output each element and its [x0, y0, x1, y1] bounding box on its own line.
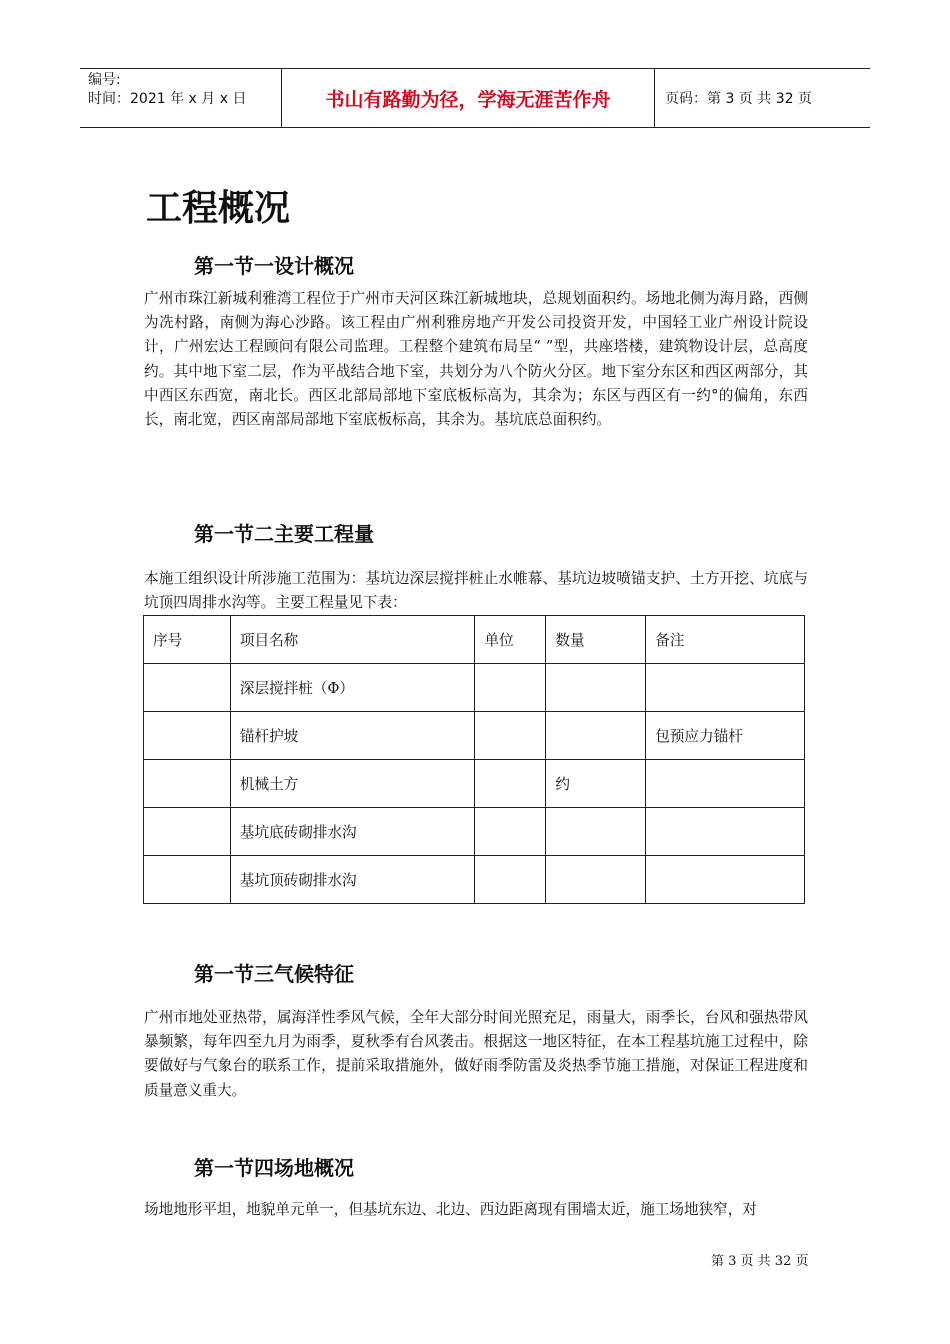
section-paragraph-site: 场地地形平坦，地貌单元单一，但基坑东边、北边、西边距离现有围墙太近，施工场地狭窄，对 [144, 1201, 757, 1218]
table-cell [546, 664, 646, 712]
table-cell: 基坑底砖砌排水沟 [230, 808, 475, 856]
table-cell [144, 856, 231, 904]
table-cell [646, 664, 805, 712]
number-label: 编号: [88, 72, 121, 88]
section-paragraph-design: 广州市珠江新城利雅湾工程位于广州市天河区珠江新城地块，总规划面积约。场地北侧为海月路，西侧为冼村路，南侧为海心沙路。该工程由广州利雅房地产开发公司投资开发，中国轻工业广州设计院设计，广州宏达工程顾问有限公司监理。工程整个建筑布局呈“ ”型，共座塔楼，建筑物设计层，总高度约。其中地下室二层，作为平战结合地下室，共划分为八个防火分区。地下室分东区和西区两部分，其中西区东西宽，南北长。西区北部局部地下室底板标高为，其余为；东区与西区有一约°的偏角，东西长，南北宽，西区南部局部地下室底板标高，其余为。基坑底总面积约。 [144, 290, 808, 429]
table-cell: 包预应力锚杆 [646, 712, 805, 760]
table-cell: 锚杆护坡 [230, 712, 475, 760]
table-row [144, 856, 805, 904]
table-row [144, 712, 805, 760]
table-cell [475, 760, 546, 808]
table-cell [646, 856, 805, 904]
section-paragraph-quantities: 本施工组织设计所涉施工范围为：基坑边深层搅拌桩止水帷幕、基坑边坡喷锚支护、土方开挖、坑底与坑顶四周排水沟等。主要工程量见下表： [144, 570, 808, 612]
table-cell [646, 760, 805, 808]
document-title: 工程概况 [146, 188, 291, 229]
table-header-cell: 序号 [144, 616, 231, 664]
table-cell [546, 808, 646, 856]
table-row [144, 760, 805, 808]
page-header [80, 68, 870, 128]
table-cell [144, 712, 231, 760]
header-meta [80, 69, 281, 127]
table-header-row [144, 616, 805, 664]
table-cell: 深层搅拌桩（Φ） [230, 664, 475, 712]
table-cell [646, 808, 805, 856]
table-cell [475, 712, 546, 760]
page-footer: 第 3 页 共 32 页 [711, 1254, 809, 1269]
table-header-cell: 数量 [546, 616, 646, 664]
table-cell [144, 664, 231, 712]
table-row [144, 808, 805, 856]
quantities-table [143, 615, 805, 904]
section-paragraph-climate: 广州市地处亚热带，属海洋性季风气候，全年大部分时间光照充足，雨量大，雨季长，台风和强热带风暴频繁，每年四至九月为雨季，夏秋季有台风袭击。根据这一地区特征，在本工程基坑施工过程中，除要做好与气象台的联系工作，提前采取措施外，做好雨季防雷及炎热季节施工措施，对保证工程进度和质量意义重大。 [144, 1009, 808, 1099]
table-cell [475, 856, 546, 904]
table-cell [546, 712, 646, 760]
table-cell [144, 808, 231, 856]
table-header-cell: 项目名称 [230, 616, 475, 664]
table-cell: 机械土方 [230, 760, 475, 808]
section-heading-site: 第一节四场地概况 [194, 1156, 354, 1180]
time-label: 时间：2021 年 x 月 x 日 [88, 91, 247, 107]
table-cell [144, 760, 231, 808]
header-motto: 书山有路勤为径，学海无涯苦作舟 [281, 69, 655, 127]
table-header-cell: 备注 [646, 616, 805, 664]
table-cell [546, 856, 646, 904]
table-header-cell: 单位 [475, 616, 546, 664]
section-heading-climate: 第一节三气候特征 [194, 962, 354, 986]
section-heading-quantities: 第一节二主要工程量 [194, 522, 374, 546]
section-heading-design: 第一节一设计概况 [194, 254, 354, 278]
table-cell [475, 808, 546, 856]
table-cell [475, 664, 546, 712]
table-cell: 基坑顶砖砌排水沟 [230, 856, 475, 904]
table-row [144, 664, 805, 712]
header-page-info: 页码：第 3 页 共 32 页 [665, 91, 812, 107]
table-cell: 约 [546, 760, 646, 808]
